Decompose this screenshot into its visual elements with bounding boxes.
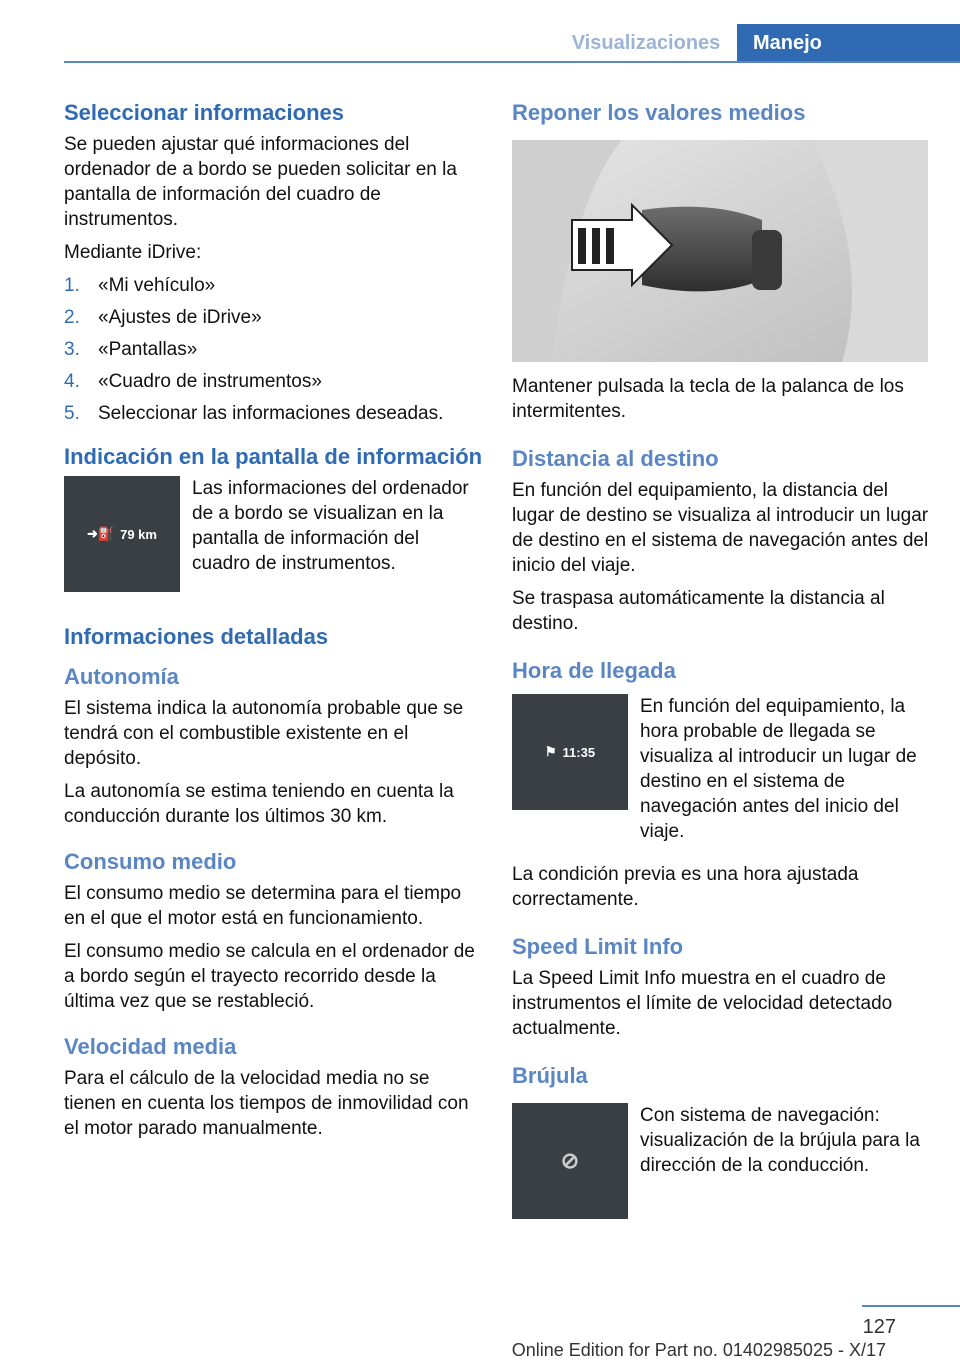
subsection-title-velocidad: Velocidad media — [64, 1034, 237, 1059]
paragraph: Se traspasa automáticamente la distancia al destino. — [512, 588, 885, 634]
section-title-indicacion: Indicación en la pantalla de información — [64, 444, 483, 469]
subsection-title-reponer: Reponer los valores medios — [512, 100, 806, 125]
paragraph: Se pueden ajustar qué informaciones del ordenador de a bordo se pueden solicitar en la pantalla de información del cuadro de instrumentos. — [64, 134, 457, 230]
right-column — [512, 100, 932, 1219]
range-value: 79 km — [120, 526, 157, 542]
list-item: 2. «Ajustes de iDrive» — [64, 307, 262, 328]
section-title-detalladas: Informaciones detalladas — [64, 624, 329, 649]
paragraph: En función del equipamiento, la distancia del lugar de destino se visualiza al introducir un lugar de destino en el sistema de navegación antes del inicio del viaje. — [512, 480, 929, 576]
arrival-time-value: 11:35 — [562, 744, 596, 760]
list-item: 1. «Mi vehículo» — [64, 275, 216, 296]
compass-display-image — [512, 1103, 628, 1219]
paragraph: Para el cálculo de la velocidad media no se tienen en cuenta los tiempos de inmovilidad con el motor parado manualmente. — [64, 1068, 469, 1139]
subsection-title-distancia: Distancia al destino — [512, 446, 719, 471]
list-item: 4. «Cuadro de instrumentos» — [64, 371, 322, 392]
flag-icon: ⚑ — [544, 744, 557, 759]
fuel-pump-icon: ➜⛽ — [87, 526, 115, 541]
page-number: 127 — [862, 1316, 896, 1338]
paragraph: El sistema indica la autonomía probable que se tendrá con el combustible existente en el depósito. — [64, 698, 464, 769]
paragraph: La autonomía se estima teniendo en cuenta la conducción durante los últimos 30 km. — [64, 781, 454, 827]
steps-list — [64, 273, 484, 426]
subsection-title-speed-limit: Speed Limit Info — [512, 934, 684, 959]
arrival-time-display-image — [512, 694, 628, 810]
tab-visualizaciones[interactable]: Visualizaciones — [571, 32, 721, 54]
compass-icon: ⊘ — [560, 1148, 580, 1173]
paragraph: Mantener pulsada la tecla de la palanca de los intermitentes. — [512, 376, 904, 422]
range-display-image — [64, 476, 180, 592]
left-column — [64, 100, 484, 1149]
tab-manejo[interactable]: Manejo — [737, 24, 960, 62]
paragraph: Con sistema de navegación: visualización de la brújula para la dirección de la conducción. — [640, 1105, 920, 1176]
subsection-title-brujula: Brújula — [512, 1063, 588, 1088]
paragraph: En función del equipamiento, la hora probable de llegada se visualiza al introducir un lugar de destino en el sistema de navegación antes del inicio del viaje. — [640, 696, 917, 842]
edition-text: Online Edition for Part no. 01402985025 - X/17 — [511, 1340, 886, 1360]
footer-divider — [862, 1305, 960, 1307]
paragraph: El consumo medio se calcula en el ordenador de a bordo según el trayecto recorrido desde la última vez que se restableció. — [64, 941, 475, 1012]
paragraph: La condición previa es una hora ajustada correctamente. — [512, 864, 859, 910]
subsection-title-hora: Hora de llegada — [512, 658, 676, 683]
subsection-title-autonomia: Autonomía — [64, 664, 179, 689]
paragraph: Mediante iDrive: — [64, 242, 202, 263]
header-divider — [64, 61, 960, 63]
paragraph: Las informaciones del ordenador de a bordo se visualizan en la pantalla de información del cuadro de instrumentos. — [192, 478, 469, 574]
subsection-title-consumo: Consumo medio — [64, 849, 237, 874]
turn-signal-lever-photo — [512, 140, 928, 362]
paragraph: La Speed Limit Info muestra en el cuadro de instrumentos el límite de velocidad detectado actualmente. — [512, 968, 893, 1039]
paragraph: El consumo medio se determina para el tiempo en el que el motor está en funcionamiento. — [64, 883, 462, 929]
section-title-seleccionar: Seleccionar informaciones — [64, 100, 344, 125]
list-item: 5. Seleccionar las informaciones deseadas. — [64, 403, 444, 424]
list-item: 3. «Pantallas» — [64, 339, 198, 360]
